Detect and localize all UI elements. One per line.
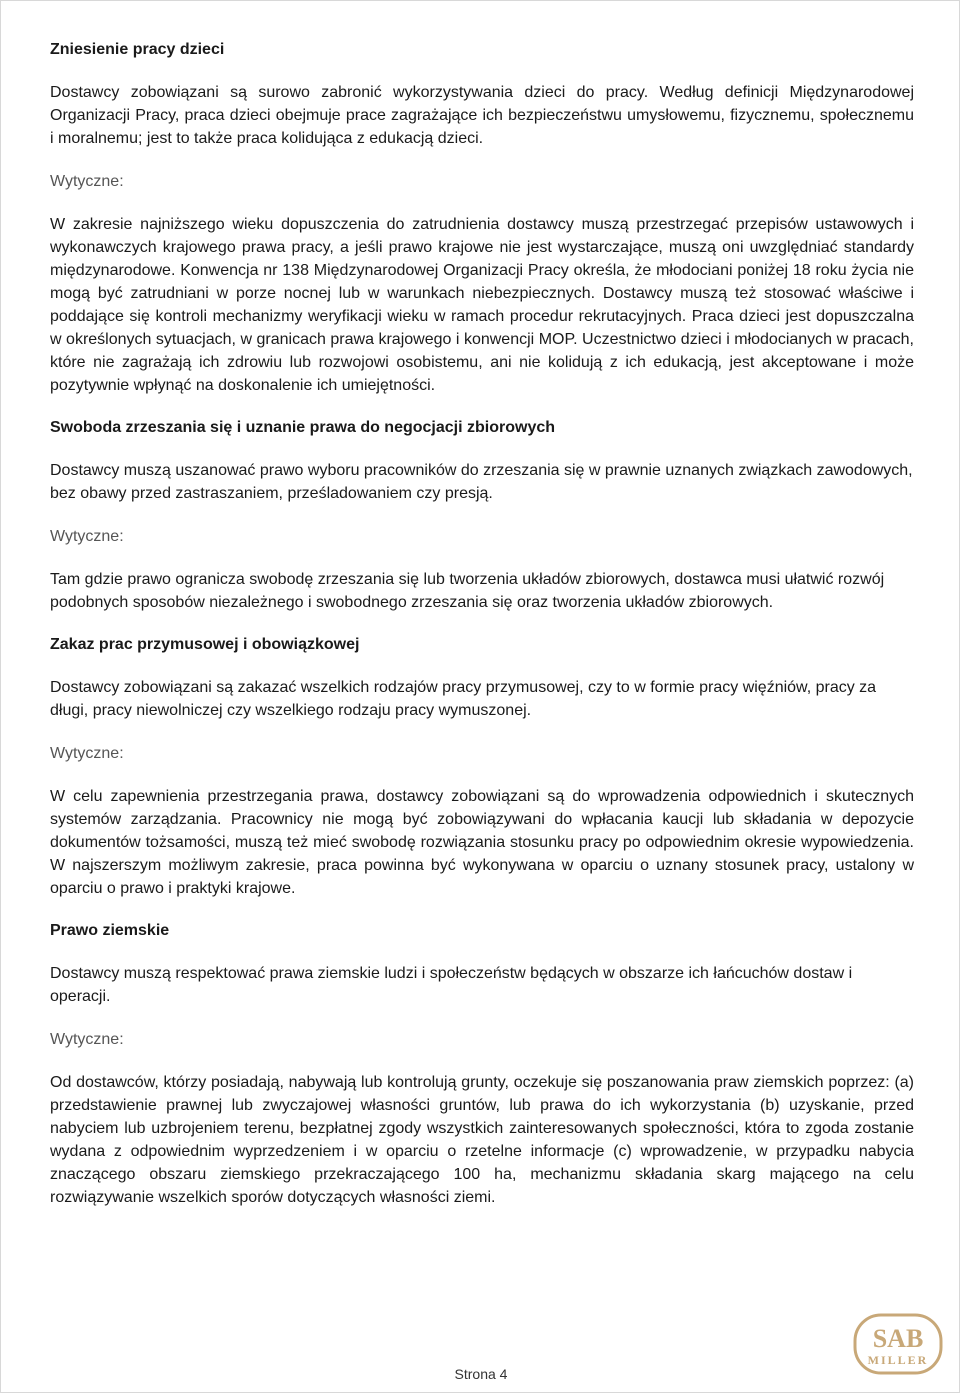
section-body: Dostawcy zobowiązani są zakazać wszelkich rodzajów pracy przymusowej, czy to w formie pracy więźniów, pracy za długi, pracy niewolniczej czy wszelkiego rodzaju pracy wymuszonej. — [50, 679, 877, 719]
section-child-labour — [50, 39, 914, 397]
page-number: Strona 4 — [454, 1366, 508, 1382]
section-land-rights — [50, 920, 914, 1209]
guidelines-label: Wytyczne: — [50, 528, 124, 545]
section-title: Zakaz prac przymusowej i obowiązkowej — [50, 636, 360, 653]
section-body: Dostawcy muszą uszanować prawo wyboru pracowników do zrzeszania się w prawnie uznanych związkach zawodowych, bez obawy przed zastraszaniem, prześladowaniem czy presją. — [50, 462, 913, 502]
guidelines-text: W zakresie najniższego wieku dopuszczenia do zatrudnienia dostawcy muszą przestrzegać przepisów ustawowych i wykonawczych krajowego prawa pracy, a jeśli prawo krajowe nie jest wystarczające, muszą oni uwzględniać standardy międzynarodowe. Konwencja nr 138 Międzynarodowej Organizacji Pracy określa, że młodociani poniżej 18 roku życia nie mogą być zatrudniani w porze nocnej lub w warunkach niebezpiecznych. Dostawcy muszą też stosować właściwe i poddające się kontroli mechanizmy weryfikacji wieku w ramach procedur rekrutacyjnych. Praca dzieci jest dopuszczalna w określonych sytuacjach, w granicach prawa krajowego i konwencji MOP. Uczestnictwo dzieci i młodocianych w pracach, które nie zagrażają ich zdrowiu lub rozwojowi osobistemu, ani nie kolidują z ich edukacją, jest akceptowane i może pozytywnie wpłynąć na doskonalenie ich umiejętności. — [50, 216, 914, 394]
guidelines-label: Wytyczne: — [50, 173, 124, 190]
section-body: Dostawcy muszą respektować prawa ziemskie ludzi i społeczeństw będących w obszarze ich łańcuchów dostaw i operacji. — [50, 965, 853, 1005]
guidelines-text: W celu zapewnienia przestrzegania prawa, dostawcy zobowiązani są do wprowadzenia odpowiednich i skutecznych systemów zarządzania. Pracownicy nie mogą być zobowiązywani do wpłacania kaucji lub składania w depozycie dokumentów tożsamości, muszą też mieć swobodę rozwiązania stosunku pracy po odpowiednim okresie wypowiedzenia. W najszerszym możliwym zakresie, praca powinna być wykonywana w oparciu o uznany stosunek pracy, ustalony w oparciu o prawo i praktyki krajowe. — [50, 788, 914, 897]
section-title: Zniesienie pracy dzieci — [50, 41, 225, 58]
sabmiller-logo-icon — [853, 1313, 943, 1375]
guidelines-text: Tam gdzie prawo ogranicza swobodę zrzeszania się lub tworzenia układów zbiorowych, dostawca musi ułatwić rozwój podobnych sposobów niezależnego i swobodnego zrzeszania się oraz tworzenia układów zbiorowych. — [50, 571, 885, 611]
page-content — [50, 39, 914, 1229]
section-forced-labour — [50, 634, 914, 900]
guidelines-text: Od dostawców, którzy posiadają, nabywają lub kontrolują grunty, oczekuje się poszanowania praw ziemskich poprzez: (a) przedstawienie prawnej lub zwyczajowej własności gruntów, lub prawa do ich wykorzystania (b) uzyskanie, przed nabyciem lub uzbrojeniem terenu, bezpłatnej zgody wszystkich zainteresowanych społeczności, która to zgoda zostanie wydana z odpowiednim wyprzedzeniem i w oparciu o rzetelne informacje (c) wprowadzenie, w przypadku nabycia znaczącego obszaru ziemskiego przekraczającego 100 ha, mechanizmu składania skarg mającego na celu rozwiązywanie wszelkich sporów dotyczących własności ziemi. — [50, 1074, 914, 1206]
section-title: Prawo ziemskie — [50, 922, 170, 939]
section-body: Dostawcy zobowiązani są surowo zabronić wykorzystywania dzieci do pracy. Według definicji Międzynarodowej Organizacji Pracy, praca dzieci obejmuje prace zagrażające ich bezpieczeństwu umysłowemu, fizycznemu, społecznemu i moralnemu; jest to także praca kolidująca z edukacją dzieci. — [50, 84, 914, 147]
section-freedom-of-association — [50, 417, 914, 614]
logo-text-sab: SAB — [872, 1324, 924, 1353]
logo-text-miller: MILLER — [867, 1353, 929, 1367]
guidelines-label: Wytyczne: — [50, 1031, 124, 1048]
guidelines-label: Wytyczne: — [50, 745, 124, 762]
section-title: Swoboda zrzeszania się i uznanie prawa do negocjacji zbiorowych — [50, 419, 556, 436]
